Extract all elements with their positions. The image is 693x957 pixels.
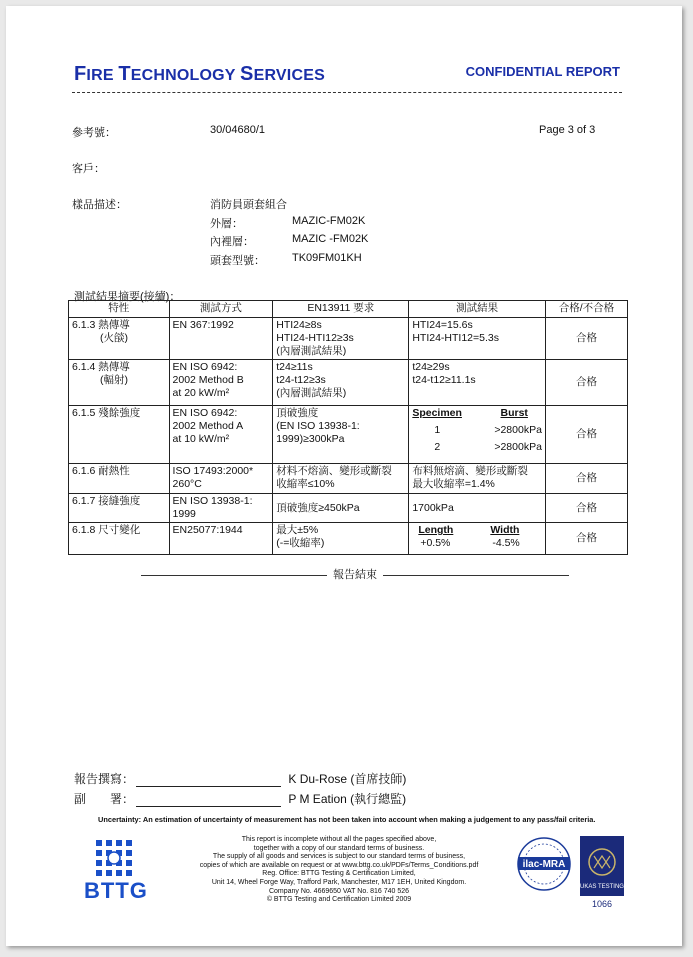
- uncertainty-note: Uncertainty: An estimation of uncertainty of measurement has not been taken into account when making a judgement to any pass/fail criteria.: [98, 815, 596, 824]
- table-title: 測試結果摘要(接續)：: [74, 291, 181, 303]
- table-row: [69, 406, 628, 464]
- header-pass: 合格/不合格: [545, 301, 627, 318]
- writer-label: 報告撰寫：: [74, 772, 135, 786]
- ref-label: 參考號：: [72, 127, 116, 139]
- inner-label: 內裡層：: [210, 236, 254, 248]
- sample-label: 樣品描述：: [72, 199, 127, 211]
- outer-label: 外層：: [210, 218, 243, 230]
- table-header-row: [69, 301, 628, 318]
- svg-text:UKAS TESTING: UKAS TESTING: [580, 884, 624, 890]
- property-cell: 6.1.3 熱傳導 (火燄): [69, 318, 170, 360]
- method-cell: EN ISO 6942: 2002 Method A at 10 kW/m²: [169, 406, 273, 464]
- end-of-report: 報告結束: [111, 566, 599, 582]
- property-cell: 6.1.6 耐熱性: [69, 464, 170, 494]
- table-row: [69, 494, 628, 523]
- table-row: [69, 318, 628, 360]
- header-property: 特性: [69, 301, 170, 318]
- property-cell: 6.1.8 尺寸變化: [69, 523, 170, 555]
- header-divider: [72, 92, 622, 93]
- result-cell: HTI24=15.6s HTI24-HTI12=5.3s: [409, 318, 546, 360]
- requirement-cell: HTI24≥8s HTI24-HTI12≥3s (內層測試結果): [273, 318, 409, 360]
- method-cell: EN25077:1944: [169, 523, 273, 555]
- page-number: Page 3 of 3: [539, 124, 596, 136]
- results-table: [68, 300, 628, 555]
- pass-cell: 合格: [545, 360, 627, 406]
- ref-value: 30/04680/1: [210, 124, 266, 136]
- result-cell: 布料無熔滴、變形或斷裂 最大收縮率=1.4%: [409, 464, 546, 494]
- svg-text:ilac-MRA: ilac-MRA: [522, 859, 566, 870]
- property-cell: 6.1.5 殘餘強度: [69, 406, 170, 464]
- report-page: [6, 6, 682, 946]
- ukas-number: 1066: [592, 899, 613, 909]
- ilac-mra-logo-icon: [516, 836, 572, 892]
- method-cell: EN 367:1992: [169, 318, 273, 360]
- inner-value: MAZIC -FM02K: [292, 233, 369, 245]
- writer-signature: [74, 770, 406, 787]
- result-cell: Length Width +0.5% -4.5%: [409, 523, 546, 555]
- result-cell: Specimen Burst 1 >2800kPa 2 >2800kPa: [409, 406, 546, 464]
- company-name: FIRE TECHNOLOGY SERVICES: [74, 63, 325, 85]
- requirement-cell: 頂破強度 (EN ISO 13938-1: 1999)≥300kPa: [273, 406, 409, 464]
- footer-legal: This report is incomplete without all the pages specified above, together with a copy of our standard terms of business. The supply of all goods and services is subject to our standard terms of business, copies of which are available on request or at www.bttg.co.uk/PDFs/Terms_Conditions.pdf Reg. Office: BTTG Testing & Certification Limited, Unit 14, Wheel Forge Way, Trafford Park, Manchester, M17 1EH, United Kingdom. Company No. 4669650 VAT No. 816 740 526 © BTTG Testing and Certification Limited 2009: [199, 836, 479, 904]
- property-cell: 6.1.4 熱傳導 (輻射): [69, 360, 170, 406]
- header-method: 測試方式: [169, 301, 273, 318]
- writer-name: K Du-Rose (首席技師): [288, 772, 407, 786]
- deputy-signature-line: [136, 794, 281, 807]
- model-label: 頭套型號：: [210, 255, 265, 267]
- writer-signature-line: [136, 774, 281, 787]
- method-cell: EN ISO 13938-1: 1999: [169, 494, 273, 523]
- method-cell: EN ISO 6942: 2002 Method B at 20 kW/m²: [169, 360, 273, 406]
- ukas-logo-icon: [580, 836, 624, 896]
- client-label: 客戶：: [72, 163, 105, 175]
- sample-name: 消防員頭套組合: [210, 199, 287, 211]
- requirement-cell: t24≥11s t24-t12≥3s (內層測試結果): [273, 360, 409, 406]
- bttg-logo-icon: [96, 840, 132, 876]
- pass-cell: 合格: [545, 523, 627, 555]
- header-requirement: EN13911 要求: [273, 301, 409, 318]
- model-value: TK09FM01KH: [292, 252, 362, 264]
- pass-cell: 合格: [545, 464, 627, 494]
- table-row: [69, 360, 628, 406]
- header-result: 測試結果: [409, 301, 546, 318]
- method-cell: ISO 17493:2000* 260°C: [169, 464, 273, 494]
- result-cell: t24≥29s t24-t12≥11.1s: [409, 360, 546, 406]
- requirement-cell: 最大±5% (-=收縮率): [273, 523, 409, 555]
- report-type: CONFIDENTIAL REPORT: [465, 64, 620, 79]
- requirement-cell: 材料不熔滴、變形或斷裂 收縮率≤10%: [273, 464, 409, 494]
- deputy-name: P M Eation (執行總監): [288, 792, 407, 806]
- pass-cell: 合格: [545, 406, 627, 464]
- deputy-signature: [74, 790, 406, 807]
- pass-cell: 合格: [545, 494, 627, 523]
- property-cell: 6.1.7 接縫強度: [69, 494, 170, 523]
- table-row: [69, 464, 628, 494]
- bttg-wordmark: BTTG: [84, 878, 148, 903]
- requirement-cell: 頂破強度≥450kPa: [273, 494, 409, 523]
- result-cell: 1700kPa: [409, 494, 546, 523]
- outer-value: MAZIC-FM02K: [292, 215, 366, 227]
- deputy-label: 副 署：: [74, 792, 135, 806]
- table-row: [69, 523, 628, 555]
- pass-cell: 合格: [545, 318, 627, 360]
